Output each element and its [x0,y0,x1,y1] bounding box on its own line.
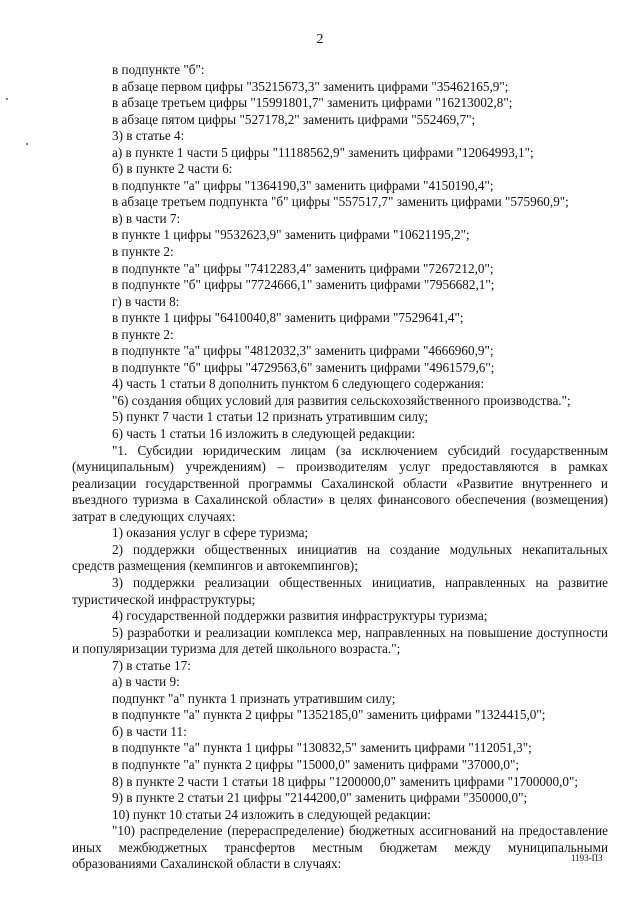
text-line: в подпункте "б": [112,62,205,77]
text-line: средств размещения (кемпингов и автокемпингов); [72,558,358,574]
document-body [72,62,608,873]
text-line: "10) распределение (перераспределение) бюджетных ассигнований на предоставление [112,823,608,839]
text-line: 7) в статье 17: [112,657,191,673]
text-line: 4) часть 1 статьи 8 дополнить пунктом 6 следующего содержания: [112,376,485,392]
text-line: в пункте 2: [112,244,174,260]
text-line: в абзаце первом цифры "35215673,3" заменить цифрами "35462165,9"; [112,78,509,94]
text-line: образованиями Сахалинской области в случаях: [72,856,342,872]
text-line: в пункте 2: [112,326,174,342]
text-line: а) в части 9: [112,674,180,690]
scan-speck [6,98,8,100]
text-line: реализации государственной программы Сахалинской области «Развитие внутреннего и [72,475,608,491]
text-line: а) в пункте 1 части 5 цифры "11188562,9" заменить цифрами "12064993,1"; [112,144,534,160]
text-line: 8) в пункте 2 части 1 статьи 18 цифры "1200000,0" заменить цифрами "1700000,0"; [112,773,579,789]
text-line: в подпункте "а" пункта 2 цифры "15000,0" заменить цифрами "37000,0"; [112,756,520,772]
document-code: 1193-ПЗ [571,853,603,863]
text-line: и популяризации туризма для детей школьного возраста."; [72,641,401,657]
text-line: 2) поддержки общественных инициатив на создание модульных некапитальных [112,541,608,557]
text-line: в подпункте "а" цифры "1364190,3" заменить цифрами "4150190,4"; [112,177,494,193]
text-line: 9) в пункте 2 статьи 21 цифры "2144200,0" заменить цифрами "350000,0"; [112,790,528,806]
text-line: в подпункте "б" цифры "7724666,1" заменить цифрами "7956682,1"; [112,277,495,293]
text-line: (муниципальным) учреждениям) – производителям услуг предоставляются в рамках [72,459,608,475]
text-line: 4) государственной поддержки развития инфраструктуры туризма; [112,608,488,624]
text-line: затрат в следующих случаях: [72,508,236,524]
text-line: в пункте 1 цифры "9532623,9" заменить цифрами "10621195,2"; [112,227,470,243]
text-line: 3) поддержки реализации общественных инициатив, направленных на развитие [112,574,608,590]
text-line: 6) часть 1 статьи 16 изложить в следующей редакции: [112,426,416,442]
text-line: б) в части 11: [112,723,187,739]
text-line: в подпункте "б" цифры "4729563,6" заменить цифрами "4961579,6"; [112,359,495,375]
text-line: в подпункте "а" пункта 2 цифры "1352185,0" заменить цифрами "1324415,0"; [112,707,546,723]
text-line: в абзаце третьем цифры "15991801,7" заменить цифрами "16213002,8"; [112,95,513,111]
text-line: "6) создания общих условий для развития сельскохозяйственного производства."; [112,392,571,408]
text-line: г) в части 8: [112,293,180,309]
text-line: в подпункте "а" цифры "4812032,3" заменить цифрами "4666960,9"; [112,343,494,359]
text-line: въездного туризма в Сахалинской области» в целях финансового обеспечения (возмещения) [72,492,608,508]
text-line: туристической инфраструктуры; [72,591,256,607]
text-line: 10) пункт 10 статьи 24 изложить в следующей редакции: [112,806,431,822]
scan-speck [26,143,28,145]
text-line: в абзаце третьем подпункта "б" цифры "557517,7" заменить цифрами "575960,9"; [112,194,569,210]
page-number: 2 [316,32,324,47]
text-line: в пункте 1 цифры "6410040,8" заменить цифрами "7529641,4"; [112,310,464,326]
text-line: 3) в статье 4: [112,128,185,144]
text-line: 5) разработки и реализации комплекса мер, направленных на повышение доступности [112,624,608,640]
text-line: в) в части 7: [112,210,181,226]
text-line: подпункт "а" пункта 1 признать утратившим силу; [112,690,396,706]
text-line: иных межбюджетных трансфертов местным бюджетам между муниципальными [72,839,608,855]
text-line: 1) оказания услуг в сфере туризма; [112,525,309,541]
text-line: в подпункте "а" цифры "7412283,4" заменить цифрами "7267212,0"; [112,260,494,276]
text-line: б) в пункте 2 части 6: [112,161,233,177]
text-line: "1. Субсидии юридическим лицам (за исключением субсидий государственным [112,442,608,458]
text-line: 5) пункт 7 части 1 статьи 12 признать утратившим силу; [112,409,429,425]
text-line: в подпункте "а" пункта 1 цифры "130832,5" заменить цифрами "112051,3"; [112,740,532,756]
text-line: в абзаце пятом цифры "527178,2" заменить цифрами "552469,7"; [112,111,476,127]
